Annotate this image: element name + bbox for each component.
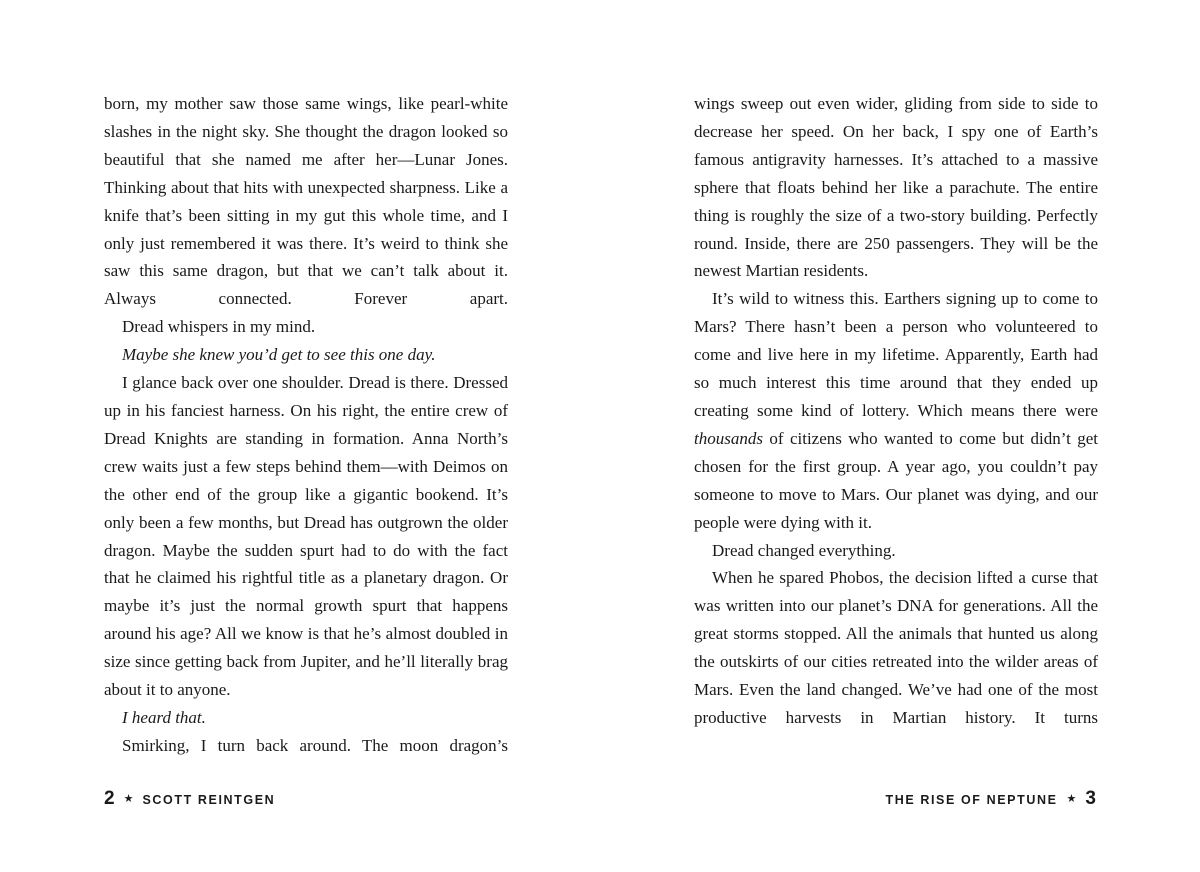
star-icon: ★	[123, 792, 134, 805]
telepathic-thought: Maybe she knew you’d get to see this one day.	[122, 345, 436, 365]
star-icon: ★	[1066, 792, 1077, 805]
right-folio	[885, 788, 1096, 812]
telepathic-thought: I heard that.	[122, 707, 206, 727]
paragraph: I glance back over one shoulder. Dread is there. Dressed up in his fanciest harness. On his right, the entire crew of Dread Knights are standing in formation. Anna North’s crew waits just a few steps behind them—with Deimos on the other end of the group like a gigantic bookend. It’s only been a few months, but Dread has outgrown the older dragon. Maybe the sudden spurt had to do with the fact that he claimed his rightful title as a planetary dragon. Or maybe it’s just the normal growth spurt that happens around his age? All we know is that he’s almost doubled in size since getting back from Jupiter, and he’ll literally brag about it to anyone.	[104, 373, 508, 700]
paragraph: born, my mother saw those same wings, like pearl-white slashes in the night sky. She thought the dragon looked so beautiful that she named me after her—Lunar Jones. Thinking about that hits with unexpected sharpness. Like a knife that’s been sitting in my gut this whole time, and I only just remembered it was there. It’s weird to think she saw this same dragon, but that we can’t talk about it. Always connected. Forever apart.	[104, 94, 508, 309]
author-running-head: SCOTT REINTGEN	[142, 793, 276, 807]
paragraph: Dread changed everything.	[712, 540, 896, 560]
paragraph: When he spared Phobos, the decision lifted a curse that was written into our planet’s DNA for generations. All the great storms stopped. All the animals that hunted us along the outskirts of our cities retreated into the wilder areas of Mars. Even the land changed. We’ve had one of the most productive harvests in Martian history. It turns	[694, 568, 1098, 727]
left-folio	[104, 788, 275, 812]
paragraph: Smirking, I turn back around. The moon dragon’s	[122, 735, 508, 755]
paragraph-text: It’s wild to witness this. Earthers signing up to come to Mars? There hasn’t been a person who volunteered to come and live here in my lifetime. Apparently, Earth had so much interest this time around that they ended up creating some kind of lottery. Which means there were	[694, 289, 1098, 420]
page-number: 3	[1085, 788, 1096, 809]
right-page	[600, 0, 1200, 872]
paragraph: Dread whispers in my mind.	[122, 317, 316, 337]
left-page-body-text	[104, 90, 508, 760]
paragraph	[694, 285, 1098, 536]
title-running-head: THE RISE OF NEPTUNE	[885, 793, 1058, 807]
emphasized-word: thousands	[694, 428, 763, 448]
paragraph: wings sweep out even wider, gliding from side to side to decrease her speed. On her back, I spy one of Earth’s famous antigravity harnesses. It’s attached to a massive sphere that floats behind her like a parachute. The entire thing is roughly the size of a two-story building. Perfectly round. Inside, there are 250 passengers. They will be the newest Martian residents.	[694, 94, 1098, 281]
paragraph-text: of citizens who wanted to come but didn’t get chosen for the first group. A year ago, you couldn’t pay someone to move to Mars. Our planet was dying, and our people were dying with it.	[694, 428, 1099, 532]
right-page-body-text	[694, 90, 1098, 732]
page-number: 2	[104, 788, 115, 809]
